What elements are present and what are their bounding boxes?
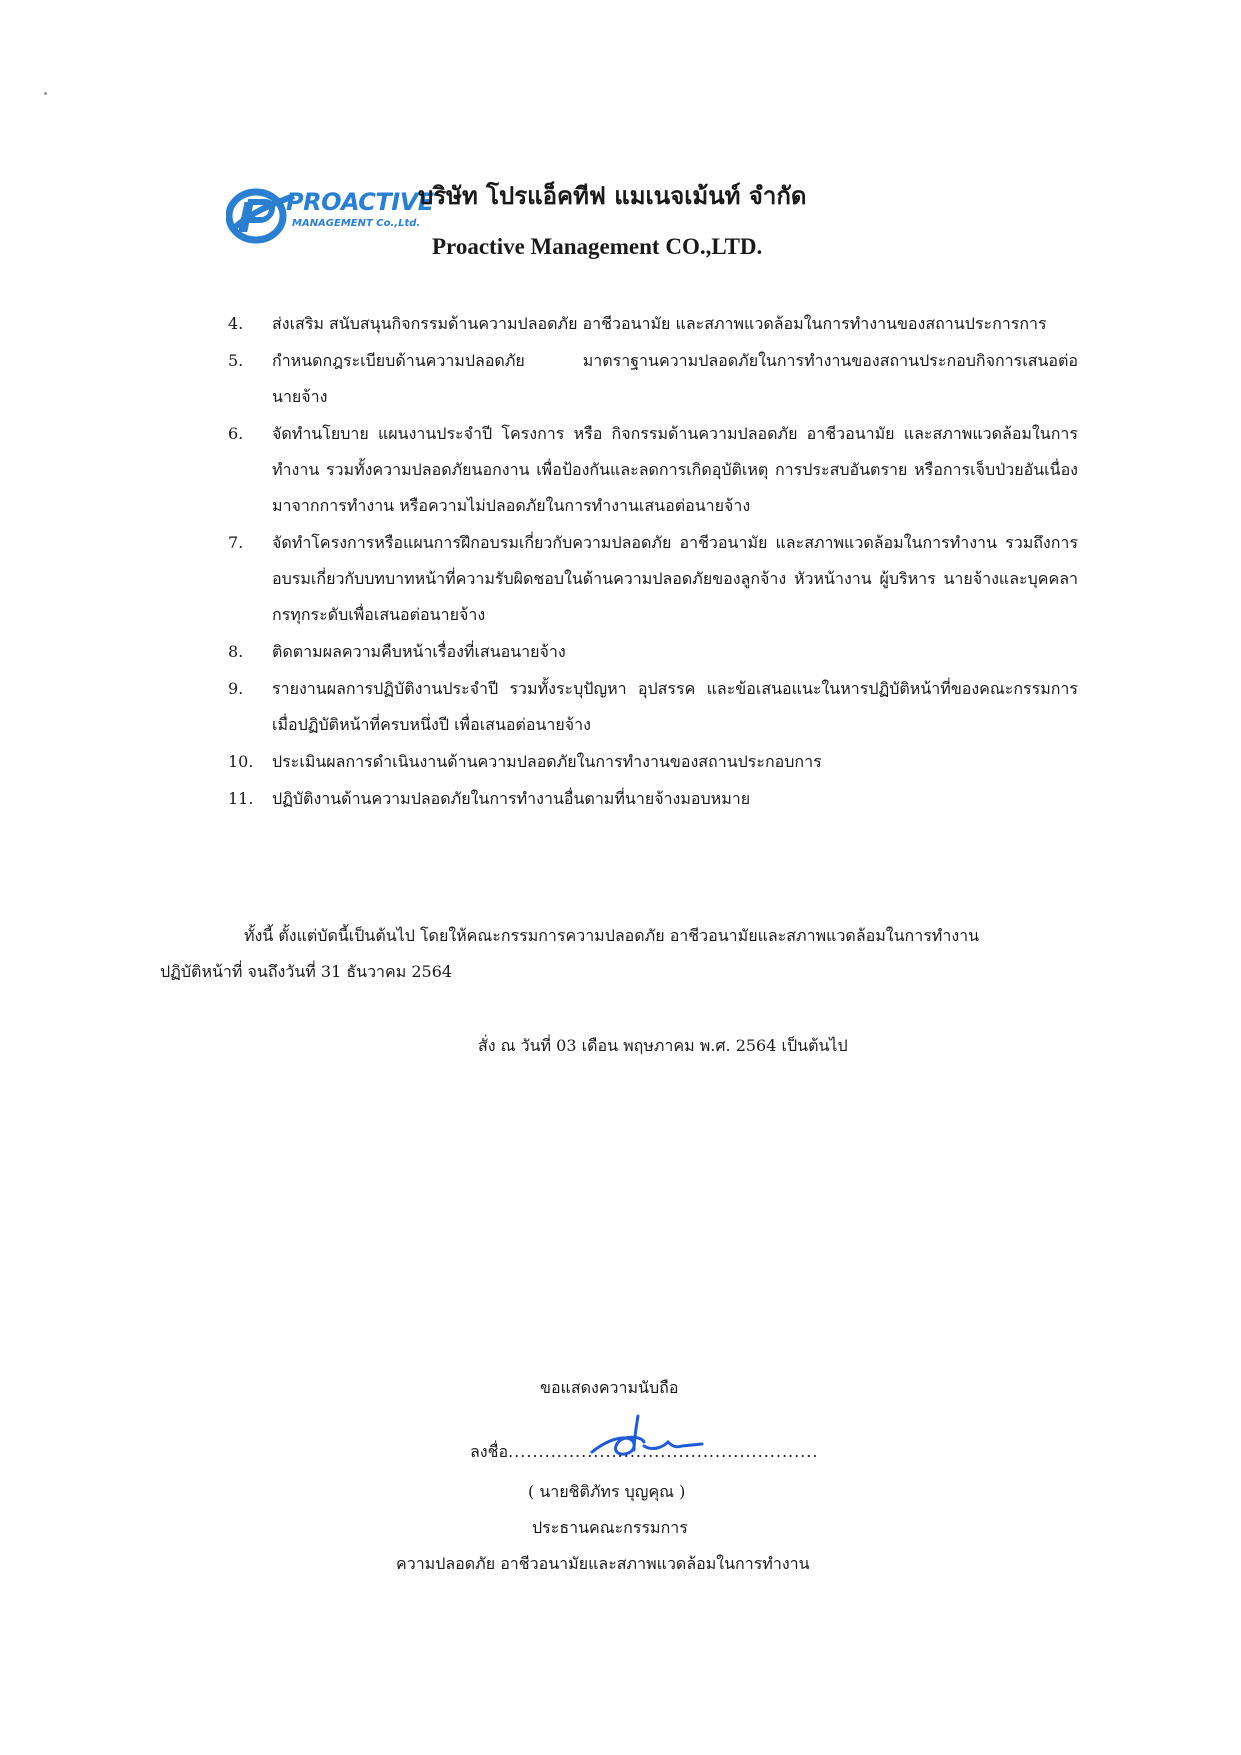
item-text: ติดตามผลความคืบหน้าเรื่องที่เสนอนายจ้าง [272,642,566,661]
duties-list [228,306,1078,818]
item-number: 8. [228,642,244,661]
closing-paragraph [160,918,1080,990]
item-text: ประเมินผลการดำเนินงานด้านความปลอดภัยในการทำงานของสถานประกอบการ [272,752,822,771]
item-number: 10. [228,752,254,771]
item-number: 4. [228,314,244,333]
signer-name: ( นายชิติภัทร บุญคุณ ) [528,1482,686,1501]
order-date: สั่ง ณ วันที่ 03 เดือน พฤษภาคม พ.ศ. 2564 เป็นต้นไป [478,1036,848,1055]
company-logo [226,186,434,246]
item-number: 9. [228,679,244,698]
list-item [228,744,1078,780]
item-text: กำหนดกฎระเบียบด้านความปลอดภัย มาตราฐานความปลอดภัยในการทำงานของสถานประกอบกิจการเสนอต่อนายจ้าง [272,351,1078,406]
closing-line-1: ทั้งนี้ ตั้งแต่บัดนี้เป็นต้นไป โดยให้คณะกรรมการความปลอดภัย อาชีวอนามัยและสภาพแวดล้อมในการทำงาน [244,926,980,945]
list-item [228,671,1078,743]
company-name-english: Proactive Management CO.,LTD. [432,234,763,259]
logo-text-sub: MANAGEMENT Co.,Ltd. [292,218,421,229]
list-item [228,525,1078,633]
item-text: รายงานผลการปฏิบัติงานประจำปี รวมทั้งระบุปัญหา อุปสรรค และข้อเสนอแนะในหารปฏิบัติหน้าที่ของคณะกรรมการเมื่อปฏิบัติหน้าที่ครบหนึ่งปี เพื่อเสนอต่อนายจ้าง [272,679,1078,734]
list-item [228,343,1078,415]
closing-line-2: ปฏิบัติหน้าที่ จนถึงวันที่ 31 ธันวาคม 2564 [160,962,453,981]
company-name-thai: บริษัท โปรแอ็คทีฟ แมเนจเม้นท์ จำกัด [418,181,807,210]
sign-label: ลงชื่อ [470,1442,509,1461]
item-number: 11. [228,789,254,808]
list-item [228,781,1078,817]
logo-text-main: PROACTIVE [286,188,434,216]
scan-speck [44,92,47,95]
list-item [228,634,1078,670]
item-text: ส่งเสริม สนับสนุนกิจกรรมด้านความปลอดภัย อาชีวอนามัย และสภาพแวดล้อมในการทำงานของสถานประการการ [272,314,1047,333]
list-item [228,416,1078,524]
signer-position: ประธานคณะกรรมการ [532,1518,688,1537]
sign-line [470,1440,818,1465]
item-text: จัดทำโครงการหรือแผนการฝึกอบรมเกี่ยวกับความปลอดภัย อาชีวอนามัย และสภาพแวดล้อมในการทำงาน รวมถึงการอบรมเกี่ยวกับบทบาทหน้าที่ความรับผิดชอบในด้านความปลอดภัยของลูกจ้าง หัวหน้างาน ผู้บริหาร นายจ้างและบุคคลากรทุกระดับเพื่อเสนอต่อนายจ้าง [272,533,1078,624]
regards-text: ขอแสดงความนับถือ [540,1378,679,1397]
item-text: ปฏิบัติงานด้านความปลอดภัยในการทำงานอื่นตามที่นายจ้างมอบหมาย [272,789,751,808]
sign-dots: ................................................... [508,1442,819,1461]
item-number: 6. [228,424,244,443]
list-item [228,306,1078,342]
item-number: 7. [228,533,244,552]
item-number: 5. [228,351,244,370]
committee-name: ความปลอดภัย อาชีวอนามัยและสภาพแวดล้อมในการทำงาน [396,1554,810,1573]
item-text: จัดทำนโยบาย แผนงานประจำปี โครงการ หรือ กิจกรรมด้านความปลอดภัย อาชีวอนามัย และสภาพแวดล้อมในการทำงาน รวมทั้งความปลอดภัยนอกงาน เพื่อป้องกันและลดการเกิดอุบัติเหตุ การประสบอันตราย หรือการเจ็บป่วยอันเนื่องมาจากการทำงาน หรือความไม่ปลอดภัยในการทำงานเสนอต่อนายจ้าง [272,424,1078,515]
